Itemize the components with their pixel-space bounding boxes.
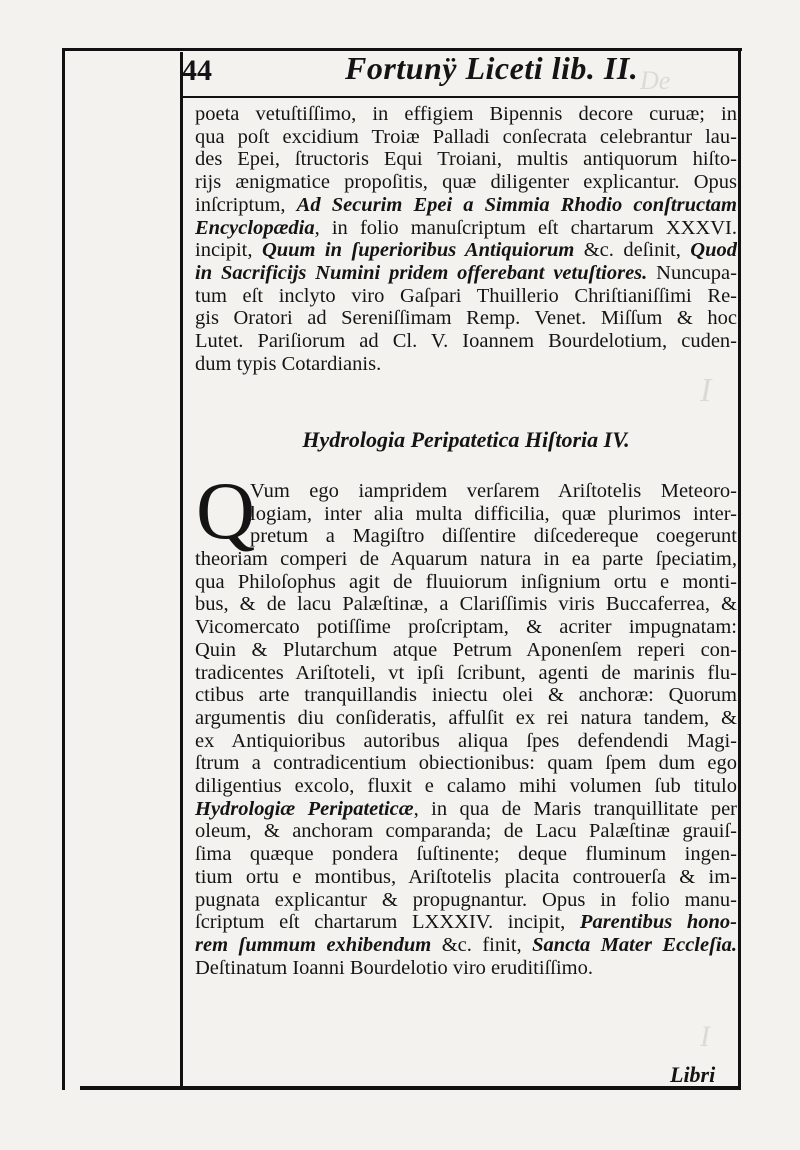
- italic-title: Encyclopædia: [195, 216, 315, 239]
- text-line: gis Oratori ad Sereniſſimam Remp. Venet. Miſſum & hoc: [195, 307, 737, 330]
- text-line: ctibus arte tranquillandis iniectu olei & anchoræ: Quorum: [195, 684, 737, 707]
- section-heading: Hydrologia Peripatetica Hiſtoria IV.: [302, 427, 630, 452]
- text-line: [195, 239, 737, 262]
- text-line: Vicomercato potiſſime proſcriptam, & acriter impugnatam:: [195, 616, 737, 639]
- drop-cap: Q: [196, 465, 256, 556]
- text-span: inſcriptum,: [195, 193, 297, 216]
- text-line: oleum, & anchoram comparanda; de Lacu Palæſtinæ grauiſ-: [195, 820, 737, 843]
- text-span: Nuncupa-: [647, 261, 737, 284]
- text-span: &c. deſinit,: [574, 239, 691, 262]
- text-line: logiam, inter alia multa difficilia, quæ plurimos inter-: [250, 502, 737, 525]
- text-span: , in folio manuſcriptum eſt chartarum XXXVI.: [314, 216, 737, 239]
- italic-title: Hydrologiæ Peripateticæ: [195, 797, 414, 820]
- text-line: [195, 262, 737, 285]
- text-block-1: [195, 103, 737, 375]
- text-block-2: [195, 548, 737, 979]
- text-line: rijs ænigmatice propoſitis, quæ diligenter explicantur. Opus: [195, 171, 737, 194]
- text-span: ſcriptum eſt chartarum LXXXIV. incipit,: [195, 911, 580, 934]
- text-line: pugnata explicantur & propugnantur. Opus in folio manu-: [195, 888, 737, 911]
- text-line: Lutet. Pariſiorum ad Cl. V. Ioannem Bourdelotium, cuden-: [195, 330, 737, 353]
- italic-finit: Sancta Mater Eccleſia.: [532, 933, 737, 956]
- text-line: tium ortu e montibus, Ariſtotelis placita controuerſa & im-: [195, 865, 737, 888]
- text-line: des Epei, ſtructoris Equi Troiani, multis antiquorum hiſto-: [195, 148, 737, 171]
- bottom-rule: [80, 1086, 740, 1090]
- bleed-through: I: [700, 372, 712, 409]
- right-rule: [738, 50, 741, 1090]
- text-line: Vum ego iampridem verſarem Ariſtotelis Meteoro-: [250, 480, 737, 502]
- text-line: tum eſt inclyto viro Gaſpari Thuillerio Chriſtianiſſimi Re-: [195, 284, 737, 307]
- text-line: [195, 194, 737, 217]
- page-number: 44: [182, 54, 212, 87]
- bleed-through: I: [700, 1020, 710, 1053]
- text-line: ſima quæque pondera ſuſtinente; deque fluminum ingen-: [195, 843, 737, 866]
- left-inner-rule: [180, 52, 183, 1090]
- text-line: [195, 934, 737, 957]
- italic-incipit: rem ſummum exhibendum: [195, 933, 432, 956]
- text-line: [195, 798, 737, 821]
- header-rule: [182, 96, 738, 98]
- text-line: pretum a Magiſtro diſſentire diſcedereque coegerunt: [250, 525, 737, 548]
- text-line: ex Antiquioribus autoribus aliqua ſpes defendendi Magi-: [195, 729, 737, 752]
- indented-block: [250, 480, 737, 548]
- text-span: &c. finit,: [431, 933, 533, 956]
- text-line: dum typis Cotardianis.: [195, 352, 382, 375]
- text-span: , in qua de Maris tranquillitate per: [413, 797, 737, 820]
- italic-desinit: Quod: [690, 239, 737, 262]
- text-line: argumentis diu conſideratis, affulſit ex rei natura tandem, &: [195, 706, 737, 729]
- italic-incipit: Quum in ſuperioribus Antiquiorum: [261, 239, 575, 262]
- text-line: [195, 217, 737, 240]
- text-line: Deſtinatum Ioanni Bourdelotio viro eruditiſſimo.: [195, 956, 593, 979]
- text-line: qua Philoſophus agit de fluuiorum inſignium ortu e monti-: [195, 570, 737, 593]
- catchword: Libri: [670, 1062, 716, 1087]
- running-title: Fortunÿ Liceti lib. II.: [345, 50, 639, 86]
- text-line: tradicentes Ariſtoteli, vt ipſi ſcribunt, agenti de marinis flu-: [195, 661, 737, 684]
- italic-desinit: in Sacrificijs Numini pridem offerebant vetuſtiores.: [195, 261, 648, 284]
- text-span: incipit,: [195, 239, 262, 262]
- text-line: qua poſt excidium Troiæ Palladi conſecrata celebrantur lau-: [195, 125, 737, 148]
- text-line: ſtrum a contradicentium obiectionibus: quam ſpem dum ego: [195, 752, 737, 775]
- text-line: diligentius excolo, fluxit e calamo mihi volumen ſub titulo: [195, 775, 737, 798]
- text-line: theoriam comperi de Aquarum natura in ea parte ſpeciatim,: [195, 548, 737, 570]
- text-line: Quin & Plutarchum atque Petrum Aponenſem reperi con-: [195, 638, 737, 661]
- italic-incipit: Parentibus hono-: [579, 911, 737, 934]
- left-outer-rule: [62, 50, 65, 1090]
- text-line: poeta vetuſtiſſimo, in effigiem Bipennis decore curuæ; in: [195, 103, 737, 125]
- text-line: bus, & de lacu Palæſtinæ, a Clariſſimis viris Buccaferrea, &: [195, 593, 737, 616]
- bleed-through: De: [640, 66, 671, 95]
- italic-title: Ad Securim Epei a Simmia Rhodio conſtructam: [296, 193, 737, 216]
- text-line: [195, 911, 737, 934]
